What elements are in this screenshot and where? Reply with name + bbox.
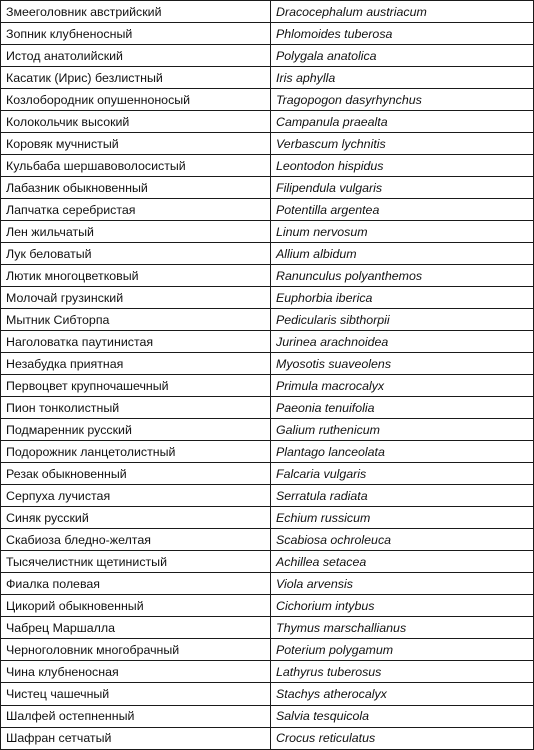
table-row (1, 397, 534, 419)
latin-name-cell: Crocus reticulatus (271, 727, 534, 749)
table-row (1, 309, 534, 331)
latin-name-cell: Ranunculus polyanthemos (271, 265, 534, 287)
russian-name-cell: Лапчатка серебристая (1, 199, 271, 221)
russian-name-cell: Молочай грузинский (1, 287, 271, 309)
russian-name-cell: Лютик многоцветковый (1, 265, 271, 287)
table-row (1, 89, 534, 111)
latin-name-cell: Leontodon hispidus (271, 155, 534, 177)
table-row (1, 661, 534, 683)
latin-name-cell: Euphorbia iberica (271, 287, 534, 309)
table-row (1, 133, 534, 155)
russian-name-cell: Цикорий обыкновенный (1, 595, 271, 617)
latin-name-cell: Filipendula vulgaris (271, 177, 534, 199)
russian-name-cell: Подорожник ланцетолистный (1, 441, 271, 463)
latin-name-cell: Serratula radiata (271, 485, 534, 507)
table-row (1, 287, 534, 309)
table-row (1, 375, 534, 397)
russian-name-cell: Чина клубненосная (1, 661, 271, 683)
latin-name-cell: Tragopogon dasyrhynchus (271, 89, 534, 111)
table-row (1, 177, 534, 199)
latin-name-cell: Plantago lanceolata (271, 441, 534, 463)
latin-name-cell: Scabiosa ochroleuca (271, 529, 534, 551)
latin-name-cell: Dracocephalum austriacum (271, 1, 534, 23)
russian-name-cell: Зопник клубненосный (1, 23, 271, 45)
table-row (1, 573, 534, 595)
russian-name-cell: Чистец чашечный (1, 683, 271, 705)
russian-name-cell: Наголоватка паутинистая (1, 331, 271, 353)
table-row (1, 265, 534, 287)
russian-name-cell: Истод анатолийский (1, 45, 271, 67)
russian-name-cell: Резак обыкновенный (1, 463, 271, 485)
russian-name-cell: Лен жильчатый (1, 221, 271, 243)
table-row (1, 551, 534, 573)
latin-name-cell: Allium albidum (271, 243, 534, 265)
latin-name-cell: Verbascum lychnitis (271, 133, 534, 155)
russian-name-cell: Подмаренник русский (1, 419, 271, 441)
russian-name-cell: Скабиоза бледно-желтая (1, 529, 271, 551)
table-row (1, 639, 534, 661)
russian-name-cell: Мытник Сибторпа (1, 309, 271, 331)
russian-name-cell: Шафран сетчатый (1, 727, 271, 749)
russian-name-cell: Фиалка полевая (1, 573, 271, 595)
table-row (1, 199, 534, 221)
table-row (1, 45, 534, 67)
latin-name-cell: Poterium polygamum (271, 639, 534, 661)
table-row (1, 441, 534, 463)
russian-name-cell: Коровяк мучнистый (1, 133, 271, 155)
latin-name-cell: Primula macrocalyx (271, 375, 534, 397)
table-row (1, 67, 534, 89)
table-row (1, 485, 534, 507)
table-row (1, 507, 534, 529)
latin-name-cell: Viola arvensis (271, 573, 534, 595)
russian-name-cell: Лук беловатый (1, 243, 271, 265)
russian-name-cell: Кульбаба шершавоволосистый (1, 155, 271, 177)
table-row (1, 23, 534, 45)
table-row (1, 529, 534, 551)
table-row (1, 727, 534, 749)
table-row (1, 221, 534, 243)
russian-name-cell: Пион тонколистный (1, 397, 271, 419)
russian-name-cell: Тысячелистник щетинистый (1, 551, 271, 573)
latin-name-cell: Campanula praealta (271, 111, 534, 133)
latin-name-cell: Jurinea arachnoidea (271, 331, 534, 353)
russian-name-cell: Шалфей остепненный (1, 705, 271, 727)
russian-name-cell: Касатик (Ирис) безлистный (1, 67, 271, 89)
latin-name-cell: Lathyrus tuberosus (271, 661, 534, 683)
russian-name-cell: Серпуха лучистая (1, 485, 271, 507)
table-row (1, 705, 534, 727)
latin-name-cell: Salvia tesquicola (271, 705, 534, 727)
latin-name-cell: Pedicularis sibthorpii (271, 309, 534, 331)
russian-name-cell: Козлобородник опушенноносый (1, 89, 271, 111)
latin-name-cell: Falcaria vulgaris (271, 463, 534, 485)
table-row (1, 463, 534, 485)
table-row (1, 155, 534, 177)
latin-name-cell: Cichorium intybus (271, 595, 534, 617)
russian-name-cell: Черноголовник многобрачный (1, 639, 271, 661)
russian-name-cell: Незабудка приятная (1, 353, 271, 375)
table-row (1, 243, 534, 265)
latin-name-cell: Echium russicum (271, 507, 534, 529)
latin-name-cell: Iris aphylla (271, 67, 534, 89)
latin-name-cell: Polygala anatolica (271, 45, 534, 67)
table-row (1, 1, 534, 23)
latin-name-cell: Galium ruthenicum (271, 419, 534, 441)
russian-name-cell: Первоцвет крупночашечный (1, 375, 271, 397)
russian-name-cell: Синяк русский (1, 507, 271, 529)
latin-name-cell: Linum nervosum (271, 221, 534, 243)
latin-name-cell: Myosotis suaveolens (271, 353, 534, 375)
latin-name-cell: Stachys atherocalyx (271, 683, 534, 705)
latin-name-cell: Thymus marschallianus (271, 617, 534, 639)
table-row (1, 617, 534, 639)
latin-name-cell: Potentilla argentea (271, 199, 534, 221)
russian-name-cell: Лабазник обыкновенный (1, 177, 271, 199)
table-row (1, 353, 534, 375)
russian-name-cell: Змееголовник австрийский (1, 1, 271, 23)
table-row (1, 419, 534, 441)
latin-name-cell: Phlomoides tuberosa (271, 23, 534, 45)
table-row (1, 331, 534, 353)
russian-name-cell: Колокольчик высокий (1, 111, 271, 133)
table-row (1, 111, 534, 133)
table-row (1, 683, 534, 705)
latin-name-cell: Achillea setacea (271, 551, 534, 573)
russian-name-cell: Чабрец Маршалла (1, 617, 271, 639)
plant-table-body (1, 1, 534, 750)
latin-name-cell: Paeonia tenuifolia (271, 397, 534, 419)
table-row (1, 595, 534, 617)
